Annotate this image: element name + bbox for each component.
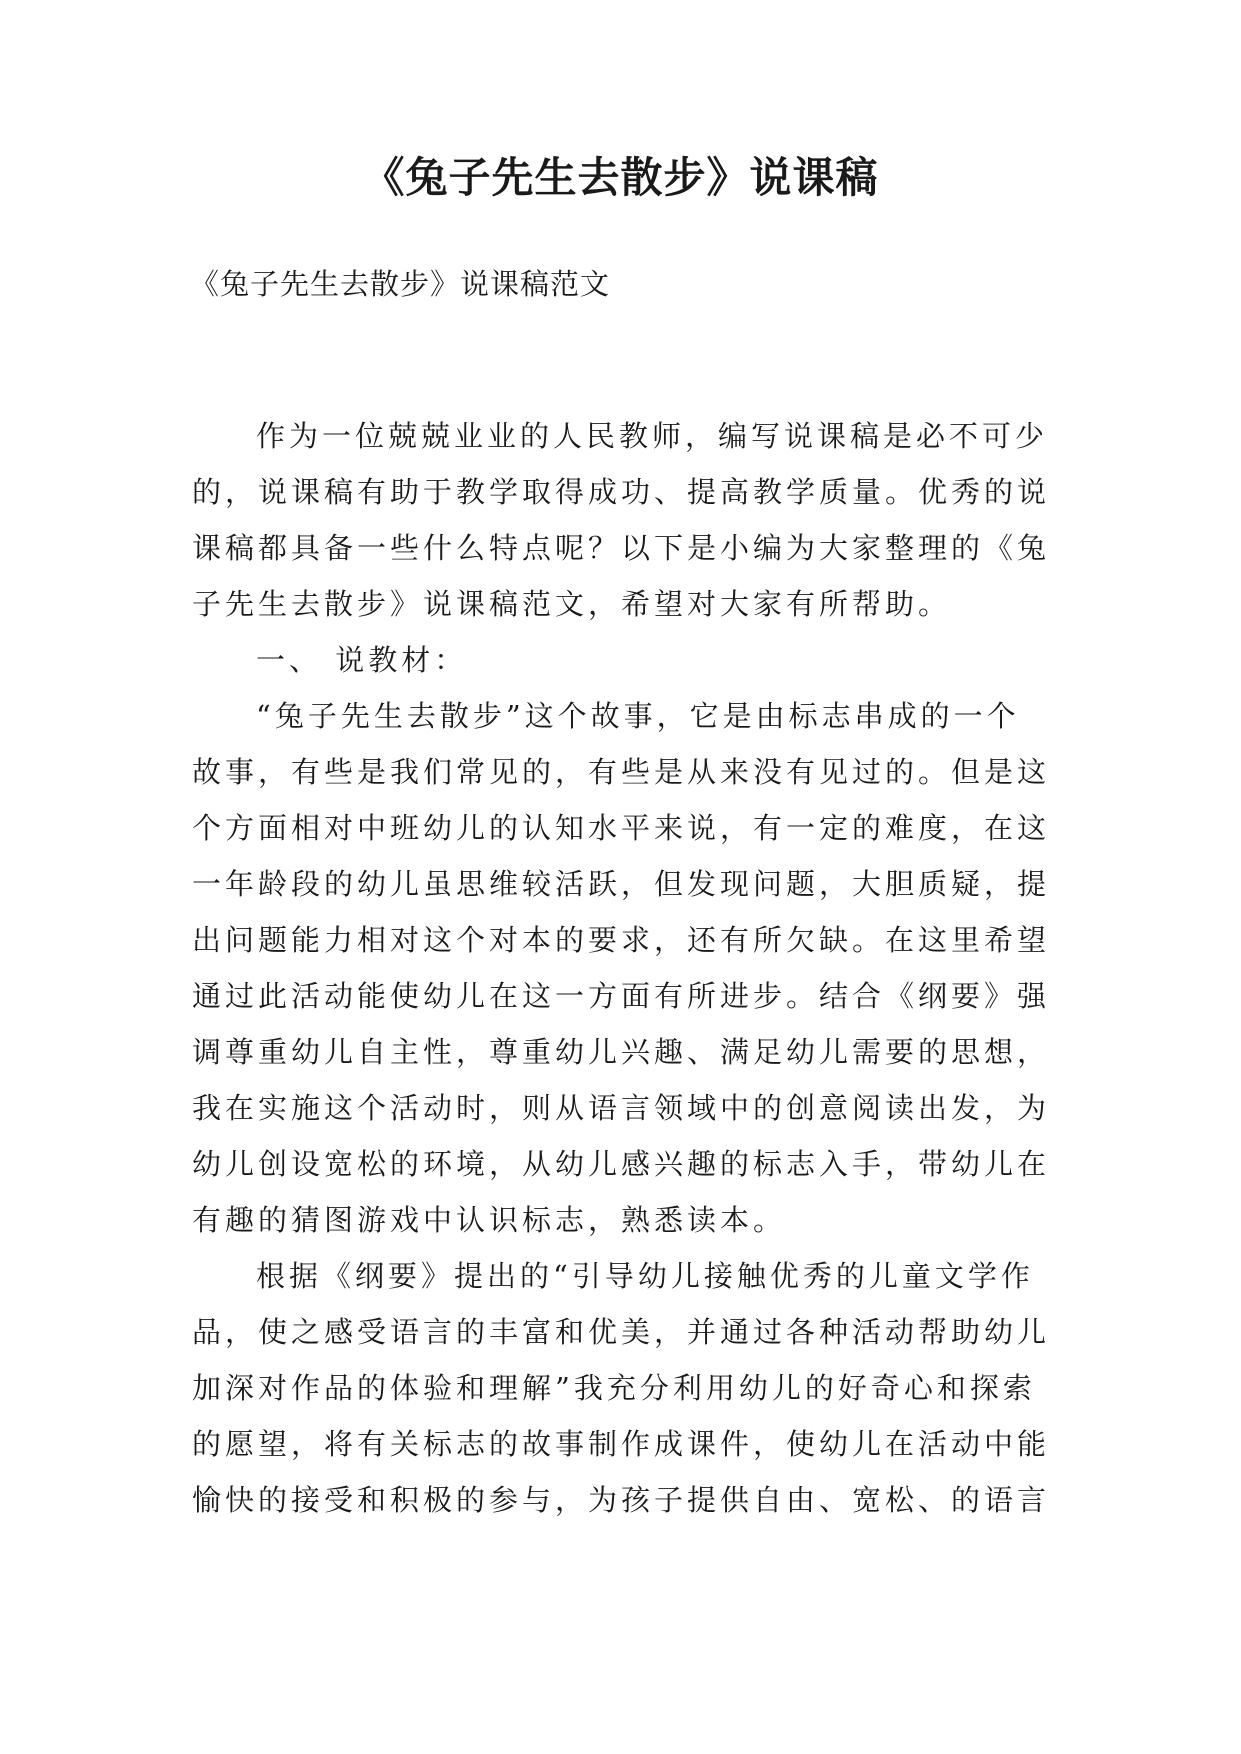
body-line: 的愿望，将有关标志的故事制作成课件，使幼儿在活动中能 [192, 1427, 1051, 1461]
body-line: 加深对作品的体验和理解”我充分利用幼儿的好奇心和探索 [192, 1371, 1036, 1405]
body-line: 子先生去散步》说课稿范文，希望对大家有所帮助。 [192, 587, 952, 621]
document-body [192, 408, 1054, 1528]
document-subtitle: 《兔子先生去散步》说课稿范文 [190, 267, 611, 301]
body-line: 作为一位兢兢业业的人民教师，编写说课稿是必不可少 [256, 419, 1049, 453]
body-line: 我在实施这个活动时，则从语言领域中的创意阅读出发，为 [192, 1091, 1051, 1125]
body-line: 出问题能力相对这个对本的要求，还有所欠缺。在这里希望 [192, 923, 1051, 957]
body-line: 愉快的接受和积极的参与，为孩子提供自由、宽松、的语言 [192, 1483, 1051, 1517]
body-line: 调尊重幼儿自主性，尊重幼儿兴趣、满足幼儿需要的思想， [192, 1035, 1051, 1069]
body-line: 的，说课稿有助于教学取得成功、提高教学质量。优秀的说 [192, 475, 1051, 509]
body-line: 根据《纲要》提出的“引导幼儿接触优秀的儿童文学作 [256, 1259, 1034, 1293]
body-line: 幼儿创设宽松的环境，从幼儿感兴趣的标志入手，带幼儿在 [192, 1147, 1051, 1181]
body-line: 有趣的猜图游戏中认识标志，熟悉读本。 [192, 1203, 787, 1237]
body-line: 一年龄段的幼儿虽思维较活跃，但发现问题，大胆质疑，提 [192, 867, 1051, 901]
body-line: 课稿都具备一些什么特点呢？以下是小编为大家整理的《兔 [192, 531, 1051, 565]
body-line: 通过此活动能使幼儿在这一方面有所进步。结合《纲要》强 [192, 979, 1051, 1013]
body-line: “兔子先生去散步”这个故事，它是由标志串成的一个 [256, 699, 1020, 733]
document-title: 《兔子先生去散步》说课稿 [362, 153, 879, 202]
body-line: 故事，有些是我们常见的，有些是从来没有见过的。但是这 [192, 755, 1051, 789]
body-line: 个方面相对中班幼儿的认知水平来说，有一定的难度，在这 [192, 811, 1051, 845]
section-heading: 一、 说教材： [256, 643, 468, 677]
body-line: 品，使之感受语言的丰富和优美，并通过各种活动帮助幼儿 [192, 1315, 1051, 1349]
